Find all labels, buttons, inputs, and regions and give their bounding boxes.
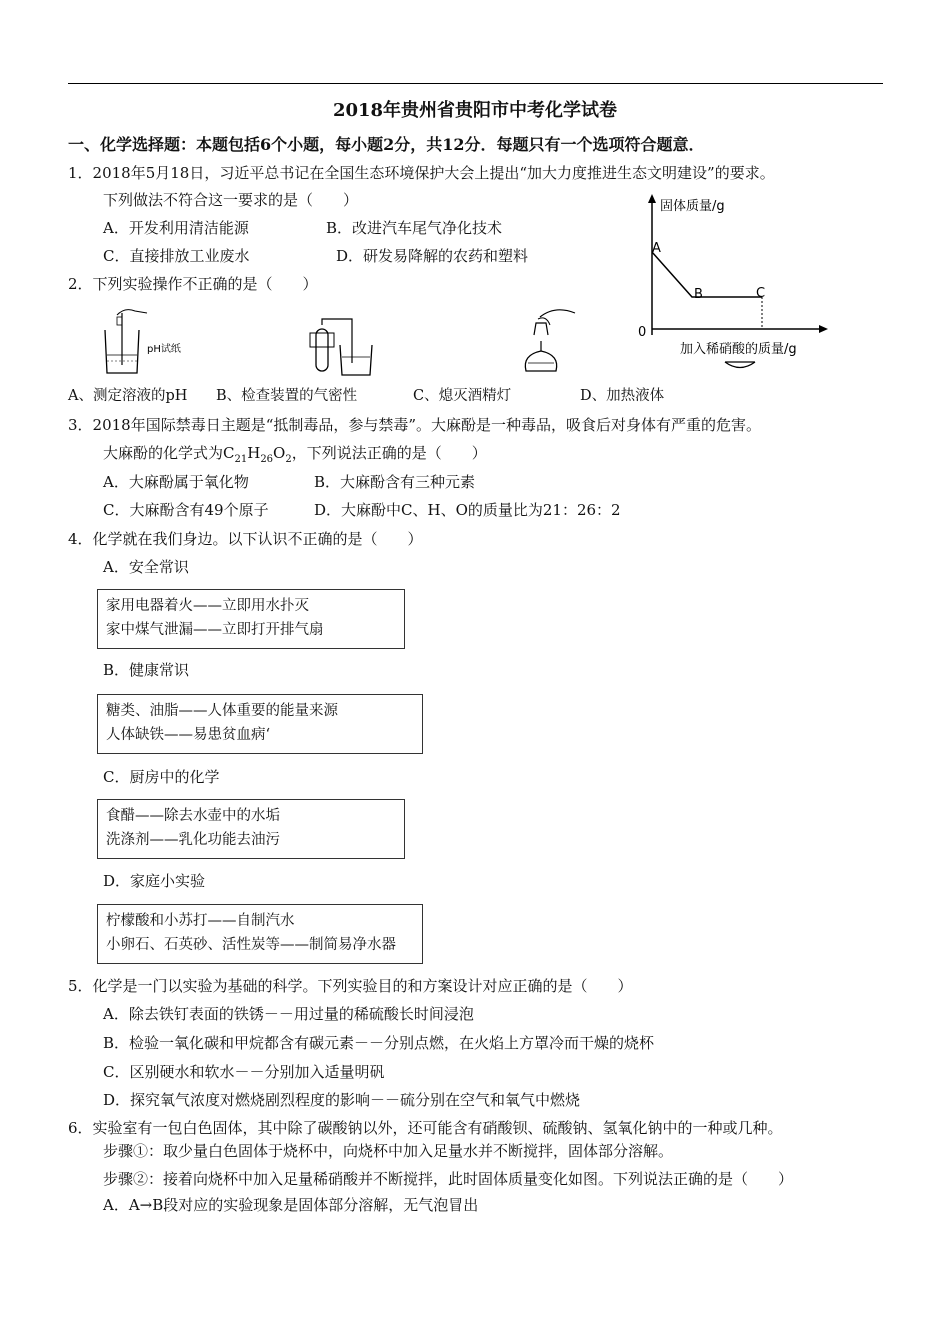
q4-box-a [97,589,405,649]
lamp-cap-icon [534,323,548,335]
q4-box-b [97,694,423,754]
delivery-tube-icon [322,319,352,363]
q4-option-a: A．安全常识 [103,558,189,576]
q5-option-c: C．区别硬水和软水－－分别加入适量明矾 [103,1063,385,1081]
ph-strip-icon [117,317,122,325]
q4-box-a-line1: 家用电器着火——立即用水扑灭 [106,598,309,614]
alcohol-lamp-illustration [510,305,585,380]
q3-stem: 3．2018年国际禁毒日主题是“抵制毒品，参与禁毒”。大麻酚是一种毒品，吸食后对身体有严重的危害。 [68,416,762,434]
solid-mass-graph [630,190,835,375]
graph-origin-label: 0 [638,325,647,340]
q3-option-b: B．大麻酚含有三种元素 [314,473,476,491]
q2-option-a: A、测定溶液的pH [68,388,188,404]
dish-icon [725,362,755,368]
section-heading: 一、化学选择题：本题包括6个小题，每小题2分，共12分．每题只有一个选项符合题意． [68,135,705,154]
x-axis-arrow [819,325,828,333]
point-a-label: A [652,241,661,256]
top-rule [68,83,883,84]
q4-box-c-line2: 洗涤剂——乳化功能去油污 [106,832,280,848]
q4-option-c: C．厨房中的化学 [103,768,220,786]
ph-paper-label: pH试纸 [147,344,181,355]
q4-box-a-line2: 家中煤气泄漏——立即打开排气扇 [106,622,324,638]
q4-box-d-line2: 小卵石、石英砂、活性炭等——制简易净水器 [106,937,396,953]
q3-option-c: C．大麻酚含有49个原子 [103,501,269,519]
q4-box-c [97,799,405,859]
q5-option-a: A．除去铁钉表面的铁锈－－用过量的稀硫酸长时间浸泡 [103,1005,474,1023]
q5-option-d: D．探究氧气浓度对燃烧剧烈程度的影响－－硫分别在空气和氧气中燃烧 [103,1091,581,1109]
q3-option-d: D．大麻酚中C、H、O的质量比为21：26：2 [314,501,621,519]
y-axis-arrow [648,194,656,203]
q6-step2: 步骤②：接着向烧杯中加入足量稀硝酸并不断搅拌，此时固体质量变化如图。下列说法正确的是（ ） [103,1170,794,1188]
q2-option-d: D、加热液体 [580,388,665,404]
q1-stem-2: 下列做法不符合这一要求的是（ ） [103,191,359,209]
ph-test-illustration [95,305,190,380]
q4-box-d [97,904,423,964]
page-title: 2018年贵州省贵阳市中考化学试卷 [332,100,618,121]
q5-stem: 5．化学是一门以实验为基础的科学。下列实验目的和方案设计对应正确的是（ ） [68,977,633,995]
q2-stem: 2．下列实验操作不正确的是（ ） [68,275,318,293]
beaker-icon [340,345,372,375]
q6-option-a: A．A→B段对应的实验现象是固体部分溶解，无气泡冒出 [103,1196,479,1214]
alcohol-lamp-icon [525,341,556,371]
q4-box-b-line2: 人体缺铁——易患贫血病‘ [106,727,271,743]
point-b-label: B [694,287,703,302]
q1-option-d: D．研发易降解的农药和塑料 [336,247,529,265]
q1-option-c: C．直接排放工业废水 [103,247,250,265]
q1-stem: 1．2018年5月18日，习近平总书记在全国生态环境保护大会上提出“加大力度推进生态文明建设”的要求。 [68,164,775,182]
glass-rod-icon [117,310,147,365]
q1-option-a: A．开发利用清洁能源 [103,219,249,237]
q3-option-a: A．大麻酚属于氧化物 [103,473,249,491]
graph-ylabel: 固体质量/g [660,199,725,214]
q4-option-d: D．家庭小实验 [103,872,206,890]
q5-option-b: B．检验一氧化碳和甲烷都含有碳元素－－分别点燃，在火焰上方罩冷而干燥的烧杯 [103,1034,655,1052]
airtightness-illustration [300,315,380,380]
test-tube-icon [310,329,334,371]
q2-option-b: B、检查装置的气密性 [216,388,358,404]
q1-option-b: B．改进汽车尾气净化技术 [326,219,503,237]
graph-xlabel: 加入稀硝酸的质量/g [680,342,797,357]
mass-curve [652,252,762,297]
point-c-label: C [756,286,766,301]
q4-box-b-line1: 糖类、油脂——人体重要的能量来源 [106,703,338,719]
q6-step1: 步骤①：取少量白色固体于烧杯中，向烧杯中加入足量水并不断搅拌，固体部分溶解。 [103,1142,674,1160]
q4-stem: 4．化学就在我们身边。以下认识不正确的是（ ） [68,530,423,548]
q6-stem: 6．实验室有一包白色固体，其中除了碳酸钠以外，还可能含有硝酸钡、硫酸钠、氢氧化钠中的一种或几种。 [68,1119,783,1137]
q3-stem-2: 大麻酚的化学式为$C_{21}H_{26}O_2$，下列说法正确的是（ ） [103,444,487,465]
q4-option-b: B．健康常识 [103,661,190,679]
q2-option-c: C、熄灭酒精灯 [413,388,512,404]
q4-box-d-line1: 柠檬酸和小苏打——自制汽水 [106,913,295,929]
q4-box-c-line1: 食醋——除去水壶中的水垢 [106,808,280,824]
